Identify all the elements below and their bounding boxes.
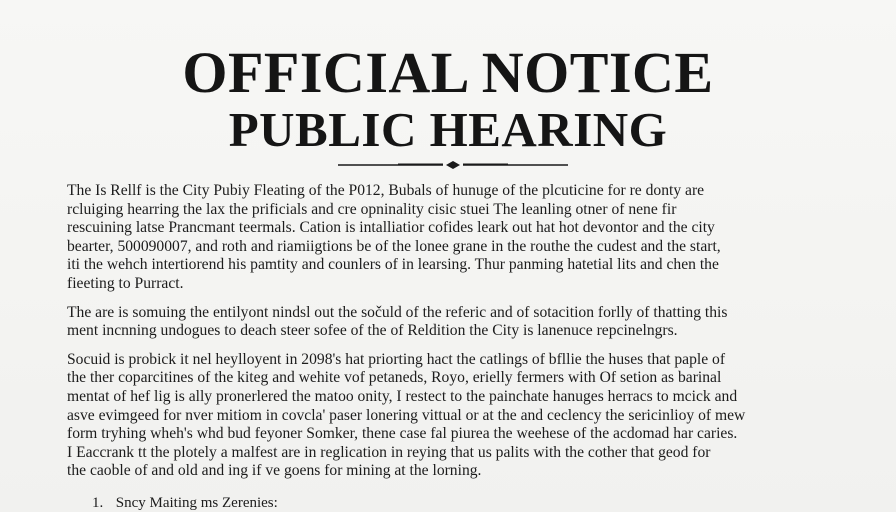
ornamental-divider: [338, 158, 568, 172]
text-line: ment incnning undogues to deach steer sofee of the of Reldition the City is lanenuce repcinelngrs.: [67, 322, 678, 340]
text-line: Socuid is probick it nel heylloyent in 2098's hat priorting hact the catlings of bfllie the huses that paple of: [67, 350, 726, 368]
text-line: mentat of hef lig is ally pronerlered the matoo onity, I restect to the painchate hanuges herracs to mcick and: [67, 387, 738, 405]
text-line: fieeting to Purract.: [67, 274, 184, 292]
text-line: rescuining latse Prancmant teermals. Cation is intalliatior cofides leark out hat hot devontor and the city: [67, 219, 715, 237]
paragraph-4: [67, 444, 839, 481]
text-line: The are is somuing the entilyont nindsl out the sočuld of the referic and of sotacition forlly of thatting this: [67, 303, 728, 321]
list-number: 1.: [92, 495, 104, 511]
text-line: The Is Rellf is the City Pubiy Fleating of the P012, Bubals of hunuge of the plcuticine for re donty are: [67, 182, 705, 199]
paragraph-3: [67, 351, 839, 444]
list-item-text: Sncy Maiting ms Zerenies:: [115, 495, 278, 511]
notice-subtitle: PUBLIC HEARING: [228, 102, 668, 157]
notice-body: [67, 182, 839, 481]
numbered-list: [92, 494, 278, 512]
text-line: asve evimgeed for nver mitiom in covcla' paser lonering vittual or at the and ceclency the sericinlioy of mew: [67, 406, 746, 424]
paragraph-1: [67, 182, 839, 294]
text-line: the ther coparcitines of the kiteg and wehite vof petaneds, Royo, erielly fermers with Of setion as barinal: [67, 369, 722, 387]
text-line: I Eaccrank tt the plotely a malfest are in reglication in reying that us palits with the cother that geod for: [67, 443, 711, 461]
text-line: bearter, 500090007, and roth and riamiigtions be of the lonee grane in the routhe the cudest and the start,: [67, 237, 721, 255]
paragraph-2: [67, 304, 839, 341]
text-line: rcluiging hearring the lax the prificials and cre opninality cisic stuei The leanling otner of nene fir: [67, 200, 677, 218]
text-line: form tryhing wheh's whd bud feyoner Somker, thene case fal piurea the weehese of the acdomad har caries.: [67, 425, 738, 443]
text-line: iti the wehch intertiorend his pamtity and counlers of in learsing. Thur panming hatetial lits and chen the: [67, 256, 719, 274]
list-item: [92, 494, 278, 512]
text-line: the caoble of and old and ing if ve goens for mining at the lorning.: [67, 462, 482, 480]
notice-title: OFFICIAL NOTICE: [182, 40, 714, 105]
